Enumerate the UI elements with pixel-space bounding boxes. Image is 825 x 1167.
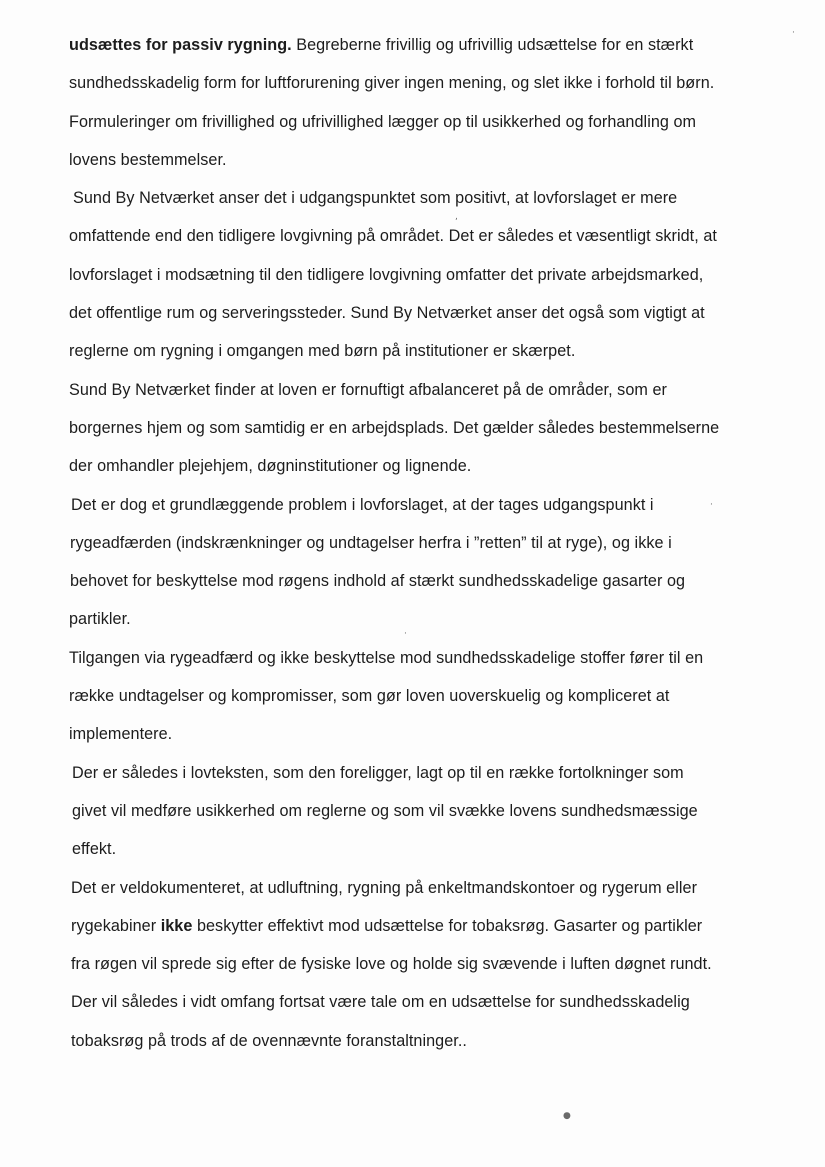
text-line: behovet for beskyttelse mod røgens indhold af stærkt sundhedsskadelige gasarter og [70,572,686,591]
text-line: Sund By Netværket anser det i udgangspunktet som positivt, at lovforslaget er mere [73,189,678,208]
text-line-content: rygekabiner [71,916,161,935]
scan-speck: · [710,500,713,510]
text-line: tobaksrøg på trods af de ovennævnte foranstaltninger.. [71,1031,467,1050]
scan-speck: , [455,212,458,222]
text-line: rygeadfærden (indskrænkninger og undtagelser herfra i ”retten” til at ryge), og ikke i [70,533,672,552]
scan-speck: ● [563,1111,571,1121]
scan-speck: · [404,629,407,639]
text-line: det offentlige rum og serveringssteder. Sund By Netværket anser det også som vigtigt at [69,304,705,323]
text-line: reglerne om rygning i omgangen med børn på institutioner er skærpet. [69,342,576,361]
text-line: Det er dog et grundlæggende problem i lovforslaget, at der tages udgangspunkt i [71,495,654,514]
bold-lead-phrase: udsættes for passiv rygning. [69,36,292,54]
text-line: lovens bestemmelser. [69,150,227,169]
text-line: givet vil medføre usikkerhed om reglerne og som vil svække lovens sundhedsmæssige [72,801,698,820]
text-line: Formuleringer om frivillighed og ufrivillighed lægger op til usikkerhed og forhandling om [69,112,697,131]
text-line-content: beskytter effektivt mod udsættelse for tobaksrøg. Gasarter og partikler [192,916,703,935]
text-line: borgernes hjem og som samtidig er en arbejdsplads. Det gælder således bestemmelserne [69,418,720,437]
text-line: fra røgen vil sprede sig efter de fysiske love og holde sig svævende i luften døgnet rundt. [71,955,712,974]
text-line: implementere. [69,725,173,744]
text-line [69,907,769,945]
text-line: partikler. [69,610,131,629]
text-line: der omhandler plejehjem, døgninstitutioner og lignende. [69,457,472,476]
text-line: omfattende end den tidligere lovgivning på området. Det er således et væsentligt skridt, at [69,227,717,246]
text-line: lovforslaget i modsætning til den tidligere lovgivning omfatter det private arbejdsmarked, [69,265,704,284]
text-line: række undtagelser og kompromisser, som gør loven uoverskuelig og kompliceret at [69,687,670,706]
text-line: effekt. [72,840,117,859]
text-line: Der er således i lovteksten, som den foreligger, lagt op til en række fortolkninger som [72,763,684,782]
bold-emphasis-word: ikke [160,916,193,935]
text-line: Sund By Netværket finder at loven er fornuftigt afbalanceret på de områder, som er [69,380,667,399]
text-line: Tilgangen via rygeadfærd og ikke beskyttelse mod sundhedsskadelige stoffer fører til en [69,648,704,667]
text-line [69,26,769,64]
text-line: Det er veldokumenteret, at udluftning, rygning på enkeltmandskontoer og rygerum eller [71,878,698,897]
text-line: Der vil således i vidt omfang fortsat være tale om en udsættelse for sundhedsskadelig [71,993,690,1012]
text-line-content: Begreberne frivillig og ufrivillig udsættelse for en stærkt [291,36,694,54]
document-body-text [69,26,769,1060]
scan-speck: · [792,28,795,38]
text-line: sundhedsskadelig form for luftforurening giver ingen mening, og slet ikke i forhold til børn. [69,74,715,93]
